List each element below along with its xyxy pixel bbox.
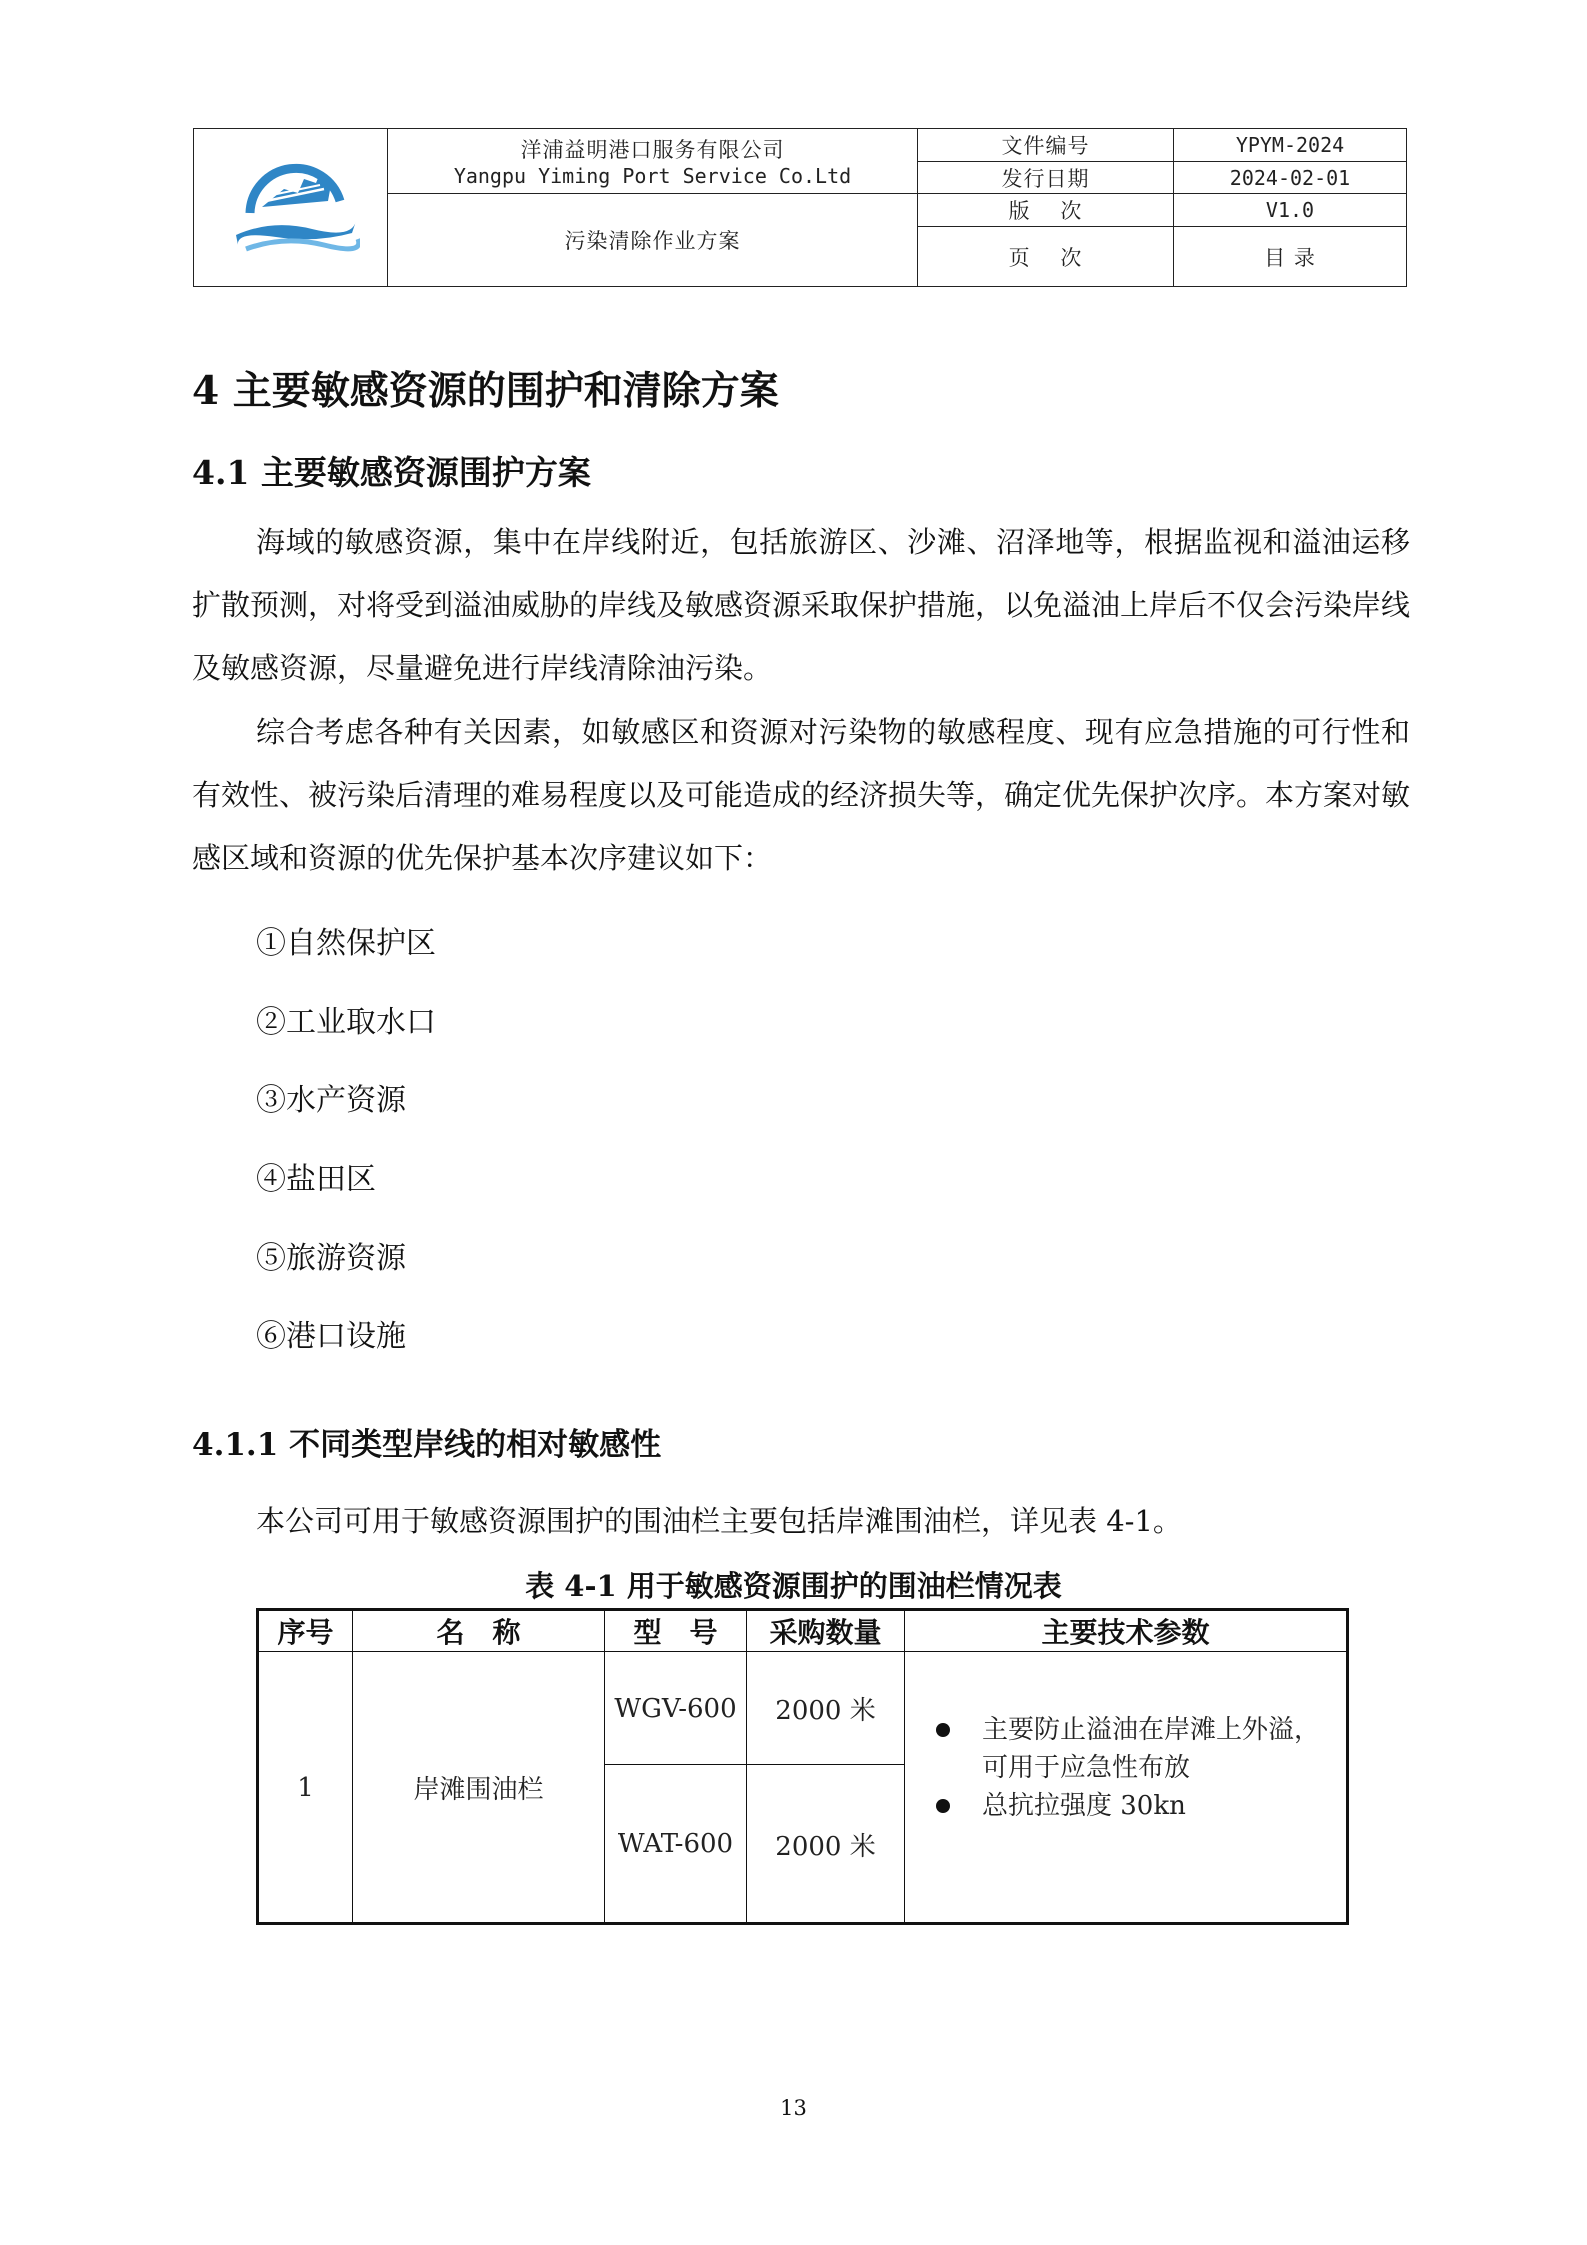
quantity-cell: 2000 米	[775, 1831, 876, 1862]
file-number-label: 文件编号	[1001, 134, 1090, 158]
param-item	[922, 1711, 1342, 1787]
priority-item: ④盐田区	[256, 1162, 376, 1197]
model-cell: WAT-600	[617, 1829, 734, 1859]
document-header	[193, 128, 1407, 287]
page-label: 页 次	[1008, 245, 1083, 270]
priority-item: ②工业取水口	[256, 1005, 436, 1040]
priority-item: ③水产资源	[256, 1083, 406, 1118]
model-cell: WGV-600	[614, 1693, 737, 1724]
paragraph-2: 综合考虑各种有关因素，如敏感区和资源对污染物的敏感程度、现有应急措施的可行性和有效性、被污染后清理的难易程度以及可能造成的经济损失等，确定优先保护次序。本方案对敏感区域和资源的优先保护基本次序建议如下：	[192, 715, 1411, 875]
boom-table	[256, 1608, 1349, 1925]
issue-date-value: 2024-02-01	[1229, 165, 1351, 190]
param-item	[922, 1787, 1342, 1825]
file-number-value: YPYM-2024	[1235, 133, 1345, 157]
company-name-cn: 洋浦益明港口服务有限公司	[520, 138, 785, 162]
document-title: 污染清除作业方案	[564, 229, 741, 253]
priority-item: ①自然保护区	[256, 926, 436, 961]
subsection-heading: 4.1 主要敏感资源围护方案	[192, 453, 591, 492]
company-name-en: Yangpu Yiming Port Service Co.Ltd	[453, 164, 852, 188]
issue-date-label: 发行日期	[1001, 166, 1090, 191]
version-label: 版 次	[1008, 199, 1083, 223]
quantity-cell: 2000 米	[775, 1696, 876, 1726]
section-heading: 4 主要敏感资源的围护和清除方案	[192, 368, 779, 414]
paragraph-1: 海域的敏感资源，集中在岸线附近，包括旅游区、沙滩、沼泽地等，根据监视和溢油运移扩散预测，对将受到溢油威胁的岸线及敏感资源采取保护措施，以免溢油上岸后不仅会污染岸线及敏感资源，尽量避免进行岸线清除油污染。	[192, 525, 1411, 685]
boom-name: 岸滩围油栏	[413, 1775, 544, 1805]
param-text: 主要防止溢油在岸滩上外溢，可用于应急性布放	[982, 1715, 1321, 1783]
technical-params	[922, 1711, 1342, 1825]
priority-item: ⑥港口设施	[256, 1319, 406, 1354]
version-value: V1.0	[1265, 198, 1315, 222]
table-header-cell: 型 号	[633, 1616, 718, 1649]
table-header-cell: 序号	[277, 1616, 334, 1649]
company-logo-icon	[232, 149, 360, 267]
page-number: 13	[780, 2096, 807, 2120]
paragraph-3: 本公司可用于敏感资源围护的围油栏主要包括岸滩围油栏，详见表 4-1。	[256, 1504, 1182, 1538]
page-value: 目 录	[1264, 245, 1316, 270]
table-header-cell: 主要技术参数	[1041, 1616, 1210, 1649]
row-number: 1	[297, 1772, 314, 1803]
bullet-icon	[936, 1723, 950, 1737]
table-header-cell: 采购数量	[769, 1616, 882, 1649]
bullet-icon	[936, 1799, 950, 1813]
param-text: 总抗拉强度 30kn	[982, 1791, 1186, 1821]
priority-item: ⑤旅游资源	[256, 1241, 406, 1276]
table-header-cell: 名 称	[436, 1616, 521, 1649]
sub-subsection-heading: 4.1.1 不同类型岸线的相对敏感性	[192, 1427, 662, 1463]
table-caption: 表 4-1 用于敏感资源围护的围油栏情况表	[525, 1569, 1062, 1603]
